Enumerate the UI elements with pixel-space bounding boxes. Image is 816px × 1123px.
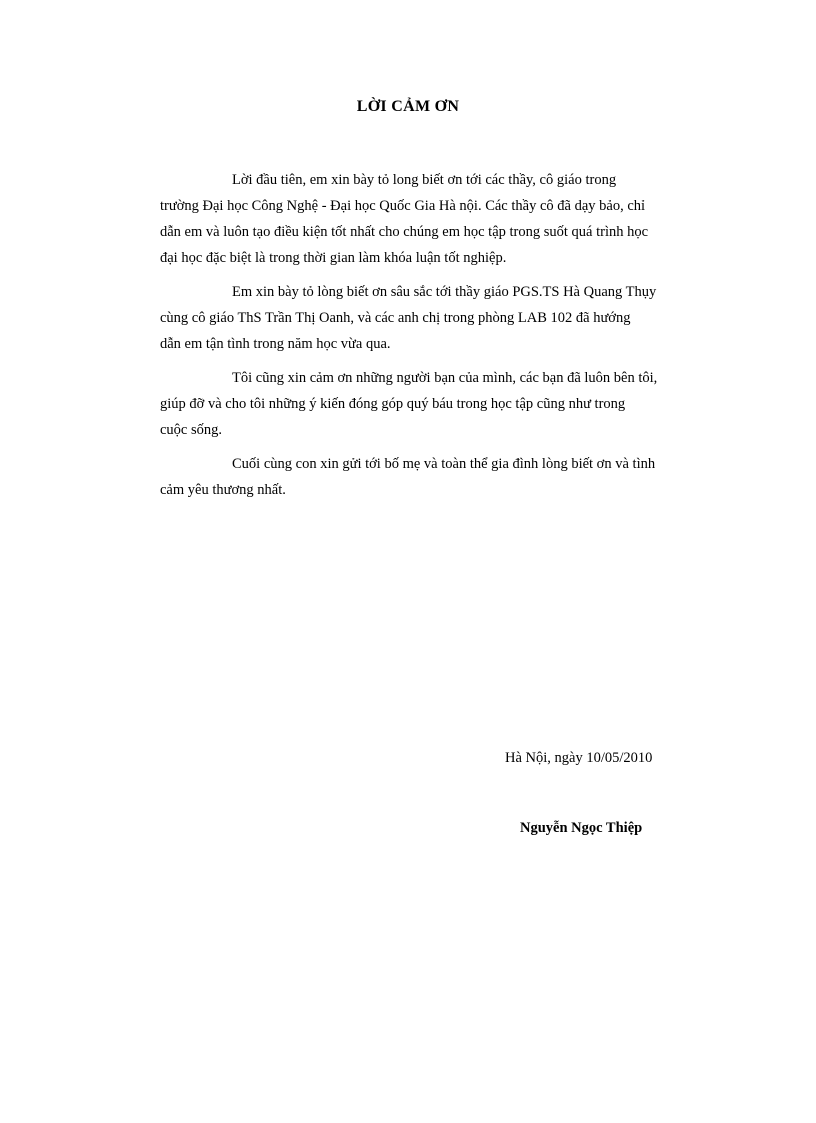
paragraph-1-line-4: đại học đặc biệt là trong thời gian làm khóa luận tốt nghiệp. [160,250,507,266]
paragraph-2-line-1: Em xin bày tỏ lòng biết ơn sâu sắc tới thầy giáo PGS.TS Hà Quang Thụy [232,284,657,300]
author-name: Nguyễn Ngọc Thiệp [520,820,643,836]
paragraph-3-line-3: cuộc sống. [160,422,223,438]
paragraph-3-line-1: Tôi cũng xin cảm ơn những người bạn của mình, các bạn đã luôn bên tôi, [232,370,658,386]
place-date: Hà Nội, ngày 10/05/2010 [505,750,653,766]
paragraph-3-line-2: giúp đỡ và cho tôi những ý kiến đóng góp quý báu trong học tập cũng như trong [160,396,626,412]
paragraph-4-line-1: Cuối cùng con xin gửi tới bố mẹ và toàn thể gia đình lòng biết ơn và tình [232,456,656,472]
paragraph-1-line-3: dẫn em và luôn tạo điều kiện tốt nhất cho chúng em học tập trong suốt quá trình học [160,224,649,240]
page-title: LỜI CẢM ƠN [356,98,460,115]
paragraph-2-line-3: dẫn em tận tình trong năm học vừa qua. [160,336,391,352]
paragraph-1-line-1: Lời đầu tiên, em xin bày tỏ long biết ơn tới các thầy, cô giáo trong [232,172,617,188]
paragraph-2-line-2: cùng cô giáo ThS Trần Thị Oanh, và các anh chị trong phòng LAB 102 đã hướng [160,310,631,326]
paragraph-1-line-2: trường Đại học Công Nghệ - Đại học Quốc Gia Hà nội. Các thầy cô đã dạy bảo, chỉ [160,198,646,214]
paragraph-4-line-2: cảm yêu thương nhất. [160,482,286,498]
